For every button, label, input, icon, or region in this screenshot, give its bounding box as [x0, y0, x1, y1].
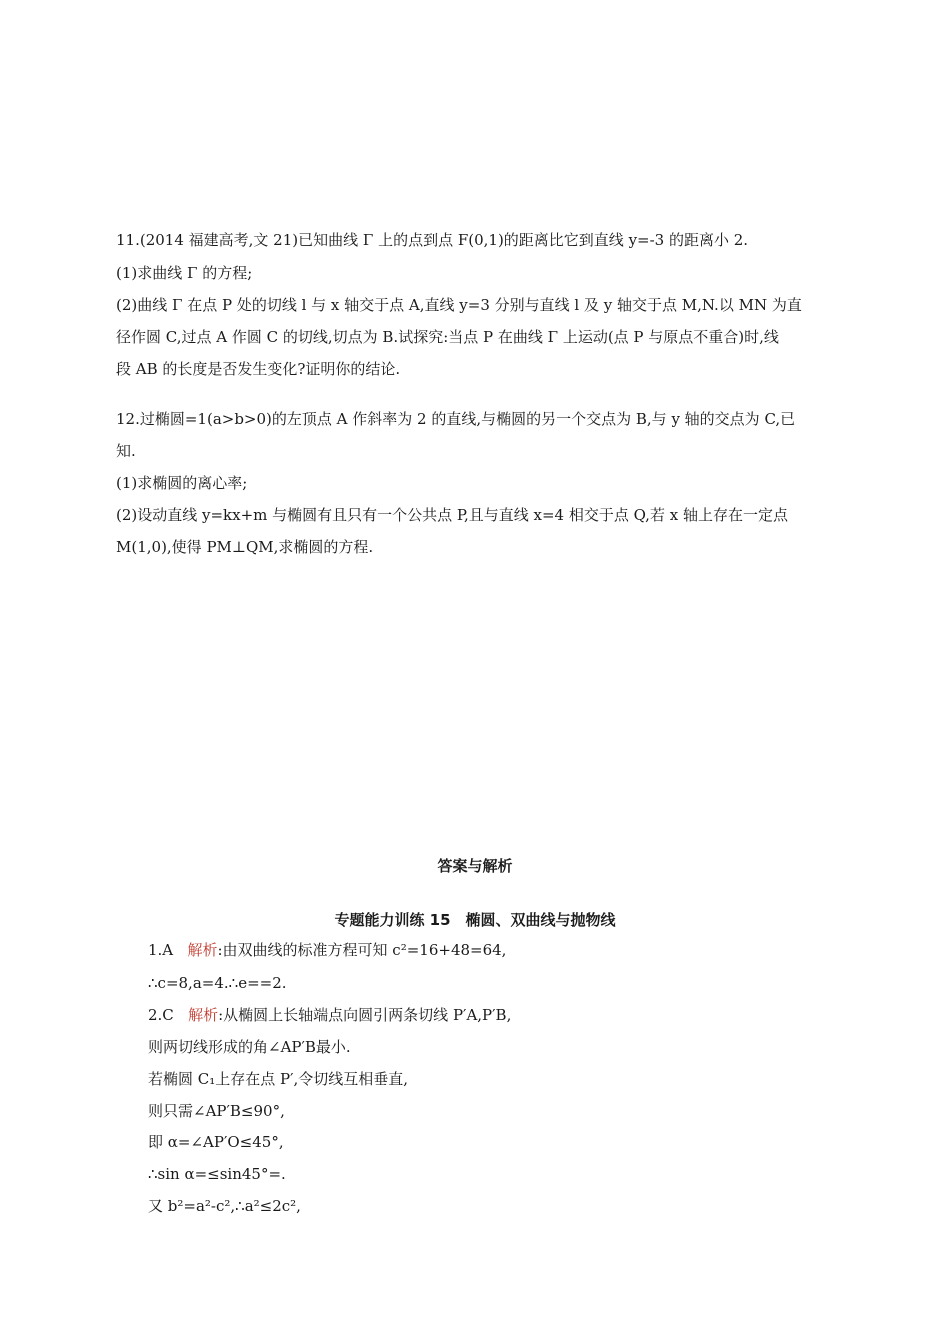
- problem-11-part2-line3: 段 AB 的长度是否发生变化?证明你的结论.: [116, 360, 401, 378]
- answer-2-line4: 则只需∠AP′B≤90°,: [148, 1102, 285, 1120]
- problem-12-part1: (1)求椭圆的离心率;: [116, 474, 248, 492]
- answer-1-line2: ∴c=8,a=4.∴e==2.: [148, 974, 287, 992]
- problem-11-part2-line1: (2)曲线 Γ 在点 P 处的切线 l 与 x 轴交于点 A,直线 y=3 分别与直线 l 及 y 轴交于点 M,N.以 MN 为直: [116, 296, 802, 314]
- answer-2-line5: 即 α=∠AP′O≤45°,: [148, 1133, 284, 1151]
- answer-2-tag: 解析: [188, 1006, 219, 1024]
- answer-1-text: :由双曲线的标准方程可知 c²=16+48=64,: [217, 941, 507, 959]
- answer-1-line1: [148, 940, 506, 960]
- problem-11-part2-line2: 径作圆 C,过点 A 作圆 C 的切线,切点为 B.试探究:当点 P 在曲线 Γ 上运动(点 P 与原点不重合)时,线: [116, 328, 779, 346]
- problem-11-part1: (1)求曲线 Γ 的方程;: [116, 264, 253, 282]
- answer-1-tag: 解析: [187, 941, 218, 959]
- answer-2-text: :从椭圆上长轴端点向圆引两条切线 P′A,P′B,: [218, 1006, 512, 1024]
- answers-subheading: 专题能力训练 15 椭圆、双曲线与抛物线: [334, 911, 616, 929]
- answer-2-line1: [148, 1005, 511, 1025]
- answer-1-label: 1.A: [148, 941, 174, 959]
- problem-12-statement-line1: 12.过椭圆=1(a>b>0)的左顶点 A 作斜率为 2 的直线,与椭圆的另一个交点为 B,与 y 轴的交点为 C,已: [116, 410, 796, 428]
- answer-2-line7: 又 b²=a²-c²,∴a²≤2c²,: [148, 1197, 301, 1215]
- answers-heading: 答案与解析: [437, 857, 513, 875]
- answer-2-line6: ∴sin α=≤sin45°=.: [148, 1165, 286, 1183]
- problem-12-part2-line1: (2)设动直线 y=kx+m 与椭圆有且只有一个公共点 P,且与直线 x=4 相交于点 Q,若 x 轴上存在一定点: [116, 506, 788, 524]
- answer-2-label: 2.C: [148, 1006, 174, 1024]
- problem-12-part2-line2: M(1,0),使得 PM⊥QM,求椭圆的方程.: [116, 538, 374, 556]
- answer-2-line3: 若椭圆 C₁上存在点 P′,令切线互相垂直,: [148, 1070, 409, 1088]
- problem-11-statement: 11.(2014 福建高考,文 21)已知曲线 Γ 上的点到点 F(0,1)的距离比它到直线 y=-3 的距离小 2.: [116, 231, 749, 249]
- problem-12-statement-line2: 知.: [116, 442, 136, 460]
- answer-2-line2: 则两切线形成的角∠AP′B最小.: [148, 1038, 351, 1056]
